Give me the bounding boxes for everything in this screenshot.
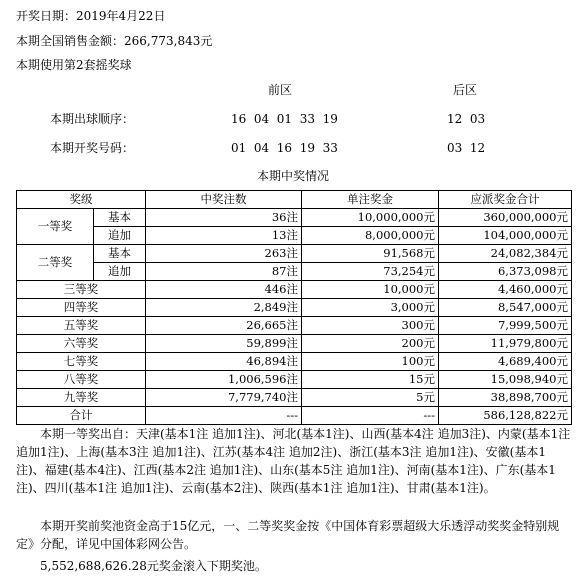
total-prize: 6,373,098元 <box>439 263 572 281</box>
total-prize: 360,000,000元 <box>439 209 572 227</box>
sub-level: 基本 <box>94 209 146 227</box>
total-prize: 24,082,384元 <box>439 245 572 263</box>
header-prize-level: 奖级 <box>17 191 146 209</box>
total-prize: 7,999,500元 <box>439 317 572 335</box>
total-prize: 104,000,000元 <box>439 227 572 245</box>
prize-table <box>16 190 572 425</box>
draw-order-label: 本期出球顺序： <box>50 112 135 126</box>
rollover-note: 5,552,688,626.28元奖金滚入下期奖池。 <box>40 559 267 573</box>
table-header-row <box>17 191 572 209</box>
table-row <box>17 263 572 281</box>
level-label: 六等奖 <box>17 335 146 353</box>
level-label: 四等奖 <box>17 299 146 317</box>
level-label: 一等奖 <box>17 209 94 245</box>
total-prize: 15,098,940元 <box>439 371 572 389</box>
ball-set: 本期使用第2套摇奖球 <box>16 58 132 72</box>
unit-prize: 73,254元 <box>302 263 439 281</box>
table-row <box>17 371 572 389</box>
winner-count: 446注 <box>146 281 302 299</box>
unit-prize: 300元 <box>302 317 439 335</box>
draw-order-front: 16 04 01 33 19 <box>231 112 338 126</box>
unit-prize: 3,000元 <box>302 299 439 317</box>
draw-date: 开奖日期：2019年4月22日 <box>16 9 166 23</box>
total-row <box>17 407 572 425</box>
unit-prize: 100元 <box>302 353 439 371</box>
winner-count: 263注 <box>146 245 302 263</box>
level-label: 二等奖 <box>17 245 94 281</box>
unit-prize: 5元 <box>302 389 439 407</box>
winner-count: 87注 <box>146 263 302 281</box>
winner-count: 7,779,740注 <box>146 389 302 407</box>
total-prize: 586,128,822元 <box>439 407 572 425</box>
total-prize: 4,460,000元 <box>439 281 572 299</box>
table-row <box>17 299 572 317</box>
prize-pool-note: 本期开奖前奖池资金高于15亿元，一、二等奖奖金按《中国体育彩票超级大乐透浮动奖奖金特别规定》分配，详见中国体彩网公告。 <box>16 519 560 551</box>
header-unit-prize: 单注奖金 <box>302 191 439 209</box>
winner-count: --- <box>146 407 302 425</box>
sales-amount: 本期全国销售金额：266,773,843元 <box>16 34 213 48</box>
back-zone-label: 后区 <box>453 83 478 97</box>
total-prize: 8,547,000元 <box>439 299 572 317</box>
winner-count: 46,894注 <box>146 353 302 371</box>
total-prize: 38,898,700元 <box>439 389 572 407</box>
winner-count: 13注 <box>146 227 302 245</box>
draw-order-back: 12 03 <box>447 112 486 126</box>
level-label: 七等奖 <box>17 353 146 371</box>
table-row <box>17 245 572 263</box>
draw-numbers-front: 01 04 16 19 33 <box>231 141 338 155</box>
unit-prize: 10,000元 <box>302 281 439 299</box>
table-row <box>17 335 572 353</box>
draw-numbers-label: 本期开奖号码： <box>50 141 135 155</box>
table-row <box>17 227 572 245</box>
level-label: 合计 <box>17 407 146 425</box>
header-winner-count: 中奖注数 <box>146 191 302 209</box>
draw-numbers-back: 03 12 <box>447 141 486 155</box>
unit-prize: 15元 <box>302 371 439 389</box>
winner-count: 1,006,596注 <box>146 371 302 389</box>
level-label: 八等奖 <box>17 371 146 389</box>
level-label: 五等奖 <box>17 317 146 335</box>
winner-count: 2,849注 <box>146 299 302 317</box>
unit-prize: 8,000,000元 <box>302 227 439 245</box>
unit-prize: 10,000,000元 <box>302 209 439 227</box>
winner-count: 26,665注 <box>146 317 302 335</box>
front-zone-label: 前区 <box>268 83 293 97</box>
table-row <box>17 389 572 407</box>
level-label: 九等奖 <box>17 389 146 407</box>
table-row <box>17 281 572 299</box>
total-prize: 11,979,800元 <box>439 335 572 353</box>
unit-prize: 91,568元 <box>302 245 439 263</box>
table-row <box>17 353 572 371</box>
total-prize: 4,689,400元 <box>439 353 572 371</box>
winner-count: 59,899注 <box>146 335 302 353</box>
level-label: 三等奖 <box>17 281 146 299</box>
header-total-prize: 应派奖金合计 <box>439 191 572 209</box>
results-title: 本期中奖情况 <box>256 169 329 183</box>
sub-level: 追加 <box>94 263 146 281</box>
sub-level: 基本 <box>94 245 146 263</box>
winner-count: 36注 <box>146 209 302 227</box>
first-prize-origin: 本期一等奖出自：天津(基本1注 追加1注)、河北(基本1注)、山西(基本4注 追加3注)、内蒙(基本1注 追加1注)、上海(基本3注 追加1注)、江苏(基本4注 追加2注)、浙江(基本3注 追加1注)、安徽(基本1注)、福建(基本4注)、江西(基本2注 追加1注)、山东(基本5注 追加1注)、河南(基本1注)、广东(基本1注)、四川(基本1注 追加1注)、云南(基本2注)、陕西(基本1注 追加1注)、甘肃(基本1注)。 <box>16 427 571 495</box>
unit-prize: --- <box>302 407 439 425</box>
table-row <box>17 317 572 335</box>
sub-level: 追加 <box>94 227 146 245</box>
unit-prize: 200元 <box>302 335 439 353</box>
table-row <box>17 209 572 227</box>
